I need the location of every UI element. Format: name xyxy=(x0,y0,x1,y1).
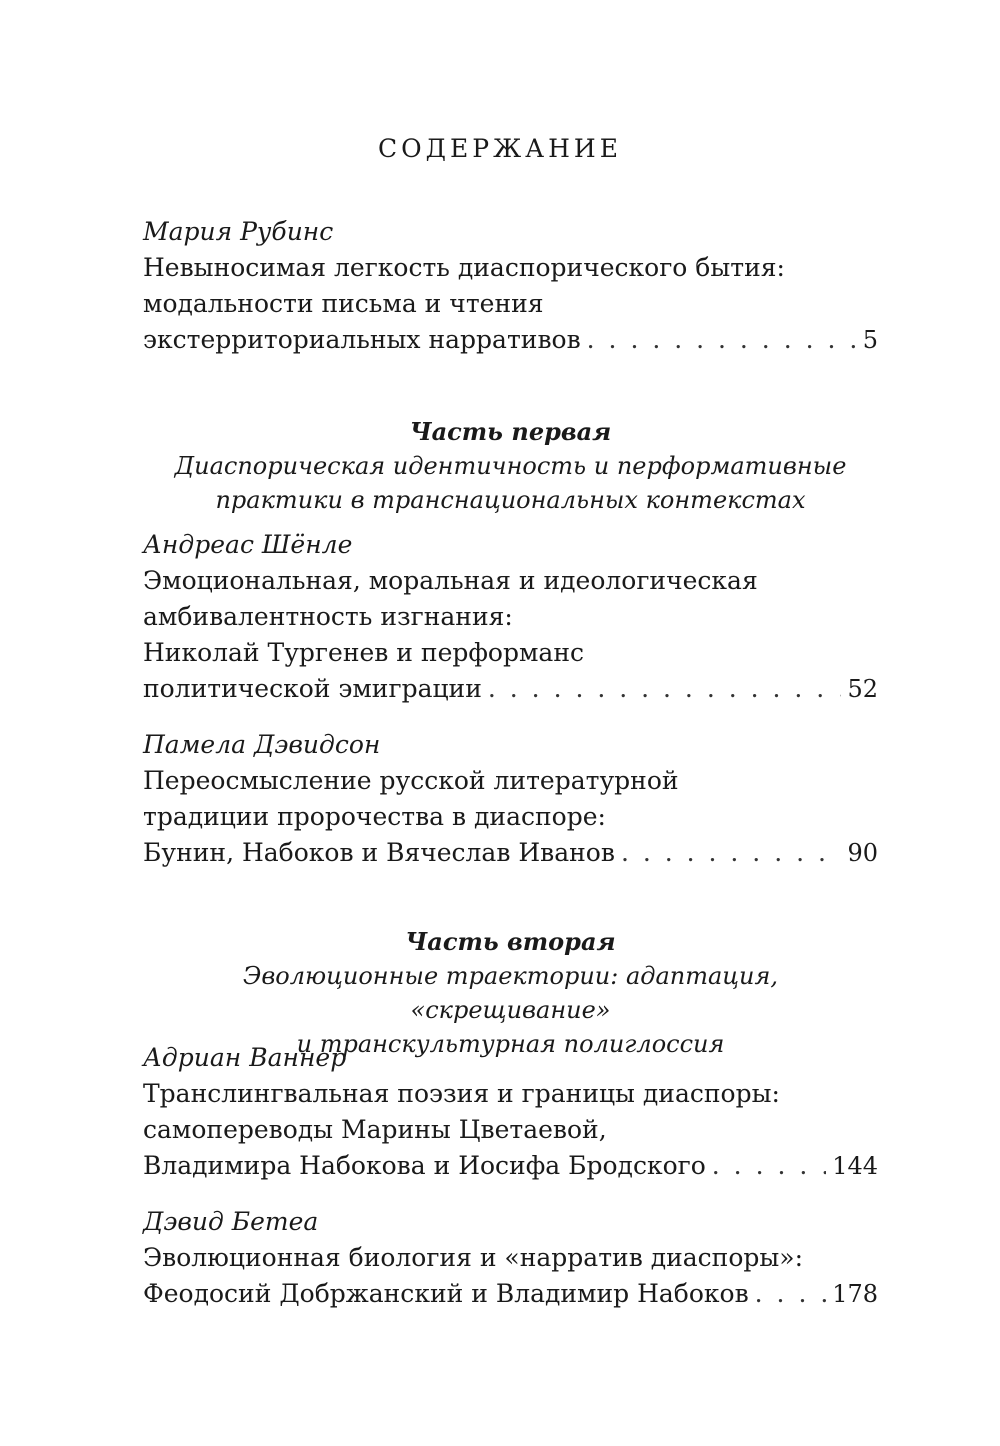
page-number: 90 xyxy=(847,839,878,867)
entry-title-line: Николай Тургенев и перформанс xyxy=(143,638,585,667)
entry-title-line: политической эмиграции xyxy=(143,674,482,703)
dot-leader xyxy=(621,835,842,871)
entry-title-line: Феодосий Добржанский и Владимир Набоков xyxy=(143,1279,749,1308)
dot-leader xyxy=(712,1148,826,1184)
entry-author: Андреас Шёнле xyxy=(143,530,353,559)
page-title: СОДЕРЖАНИЕ xyxy=(378,134,622,163)
part-subtitle: Эволюционные траектории: адаптация, «скрещивание» xyxy=(242,962,779,1024)
part-title: Часть первая xyxy=(409,417,612,446)
page-number: 144 xyxy=(832,1152,878,1180)
entry-title-line: Бунин, Набоков и Вячеслав Иванов xyxy=(143,838,615,867)
entry-title-line: экстерриториальных нарративов xyxy=(143,325,581,354)
entry-title-line: Эмоциональная, моральная и идеологическая xyxy=(143,566,758,595)
entry-title-line: Невыносимая легкость диаспорического бытия: xyxy=(143,253,785,282)
entry-title-line: Транслингвальная поэзия и границы диаспоры: xyxy=(143,1079,780,1108)
part-subtitle: и транскультурная полиглоссия xyxy=(296,1030,725,1058)
entry-title-line: амбивалентность изгнания: xyxy=(143,602,513,631)
entry-author: Дэвид Бетеа xyxy=(143,1207,319,1236)
entry-title-line: традиции пророчества в диаспоре: xyxy=(143,802,606,831)
entry-author: Мария Рубинс xyxy=(143,217,334,246)
dot-leader xyxy=(755,1276,827,1312)
toc-entry-2[interactable] xyxy=(143,727,878,871)
part-title: Часть вторая xyxy=(405,927,616,956)
toc-entry-intro[interactable] xyxy=(143,214,878,358)
entry-title-line: Владимира Набокова и Иосифа Бродского xyxy=(143,1151,706,1180)
entry-author: Памела Дэвидсон xyxy=(143,730,381,759)
toc-entry-4[interactable] xyxy=(143,1204,878,1312)
toc-entry-3[interactable] xyxy=(143,1040,878,1184)
toc-entry-1[interactable] xyxy=(143,527,878,707)
entry-title-line: самопереводы Марины Цветаевой, xyxy=(143,1115,607,1144)
entry-title-line: Переосмысление русской литературной xyxy=(143,766,679,795)
entry-author: Адриан Ваннер xyxy=(143,1043,347,1072)
dot-leader xyxy=(587,322,857,358)
part-one-heading xyxy=(143,415,878,517)
dot-leader xyxy=(488,671,842,707)
part-subtitle: Диаспорическая идентичность и перформативные xyxy=(174,452,847,480)
entry-title-line: Эволюционная биология и «нарратив диаспоры»: xyxy=(143,1243,804,1272)
page-number: 5 xyxy=(862,326,878,354)
entry-title-line: модальности письма и чтения xyxy=(143,289,544,318)
page-number: 52 xyxy=(847,675,878,703)
page-number: 178 xyxy=(832,1280,878,1308)
part-subtitle: практики в транснациональных контекстах xyxy=(215,486,806,514)
